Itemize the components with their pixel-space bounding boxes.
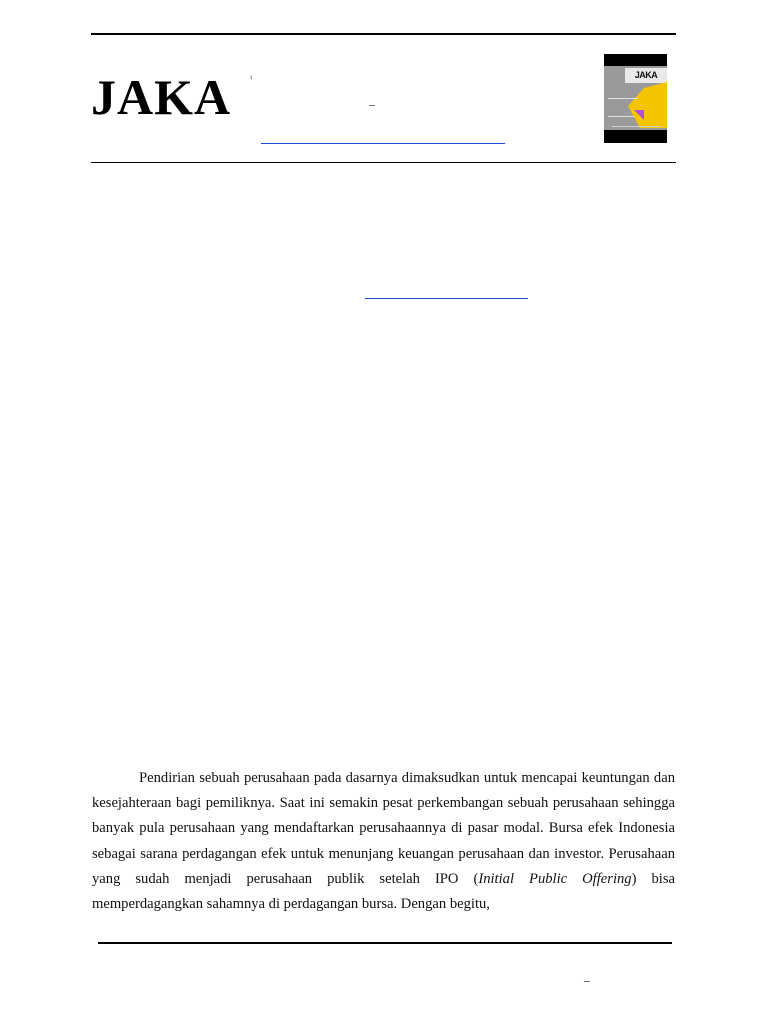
footer-rule [98,942,672,944]
header-bottom-rule [91,162,676,163]
header-dash: – [369,97,375,111]
body-link-underline[interactable] [365,298,528,299]
journal-logo: JAKA [91,69,232,125]
header-top-rule [91,33,676,35]
paragraph-text-end: ) bisa memperdagangkan sahamnya di perdagangan bursa. Dengan begitu, [92,870,675,913]
cover-title: JAKA [634,70,658,80]
paragraph-text-start: Pendirian sebuah perusahaan pada dasarnya dimaksudkan untuk mencapai keuntungan dan kesejahteraan bagi pemiliknya. Saat ini semakin pesat perkembangan sebuah perusahaan sehingga banyak pula perusahaan yang mendaftarkan perusahaannya di pasar modal. Bursa efek Indonesia sebagai sarana perdagangan efek untuk menunjang keuangan perusahaan dan investor. Perusahaan yang sudah menjadi perusahaan publik setelah IPO ( [92,770,675,887]
footer-dash: – [584,973,590,987]
cover-graphic-icon [604,54,667,143]
intro-paragraph [92,766,675,917]
paragraph-italic-term: Initial Public Offering [478,870,632,887]
header-link-underline[interactable] [261,143,505,144]
journal-cover-thumbnail [604,54,667,143]
logo-mark: ¹ [250,74,253,83]
